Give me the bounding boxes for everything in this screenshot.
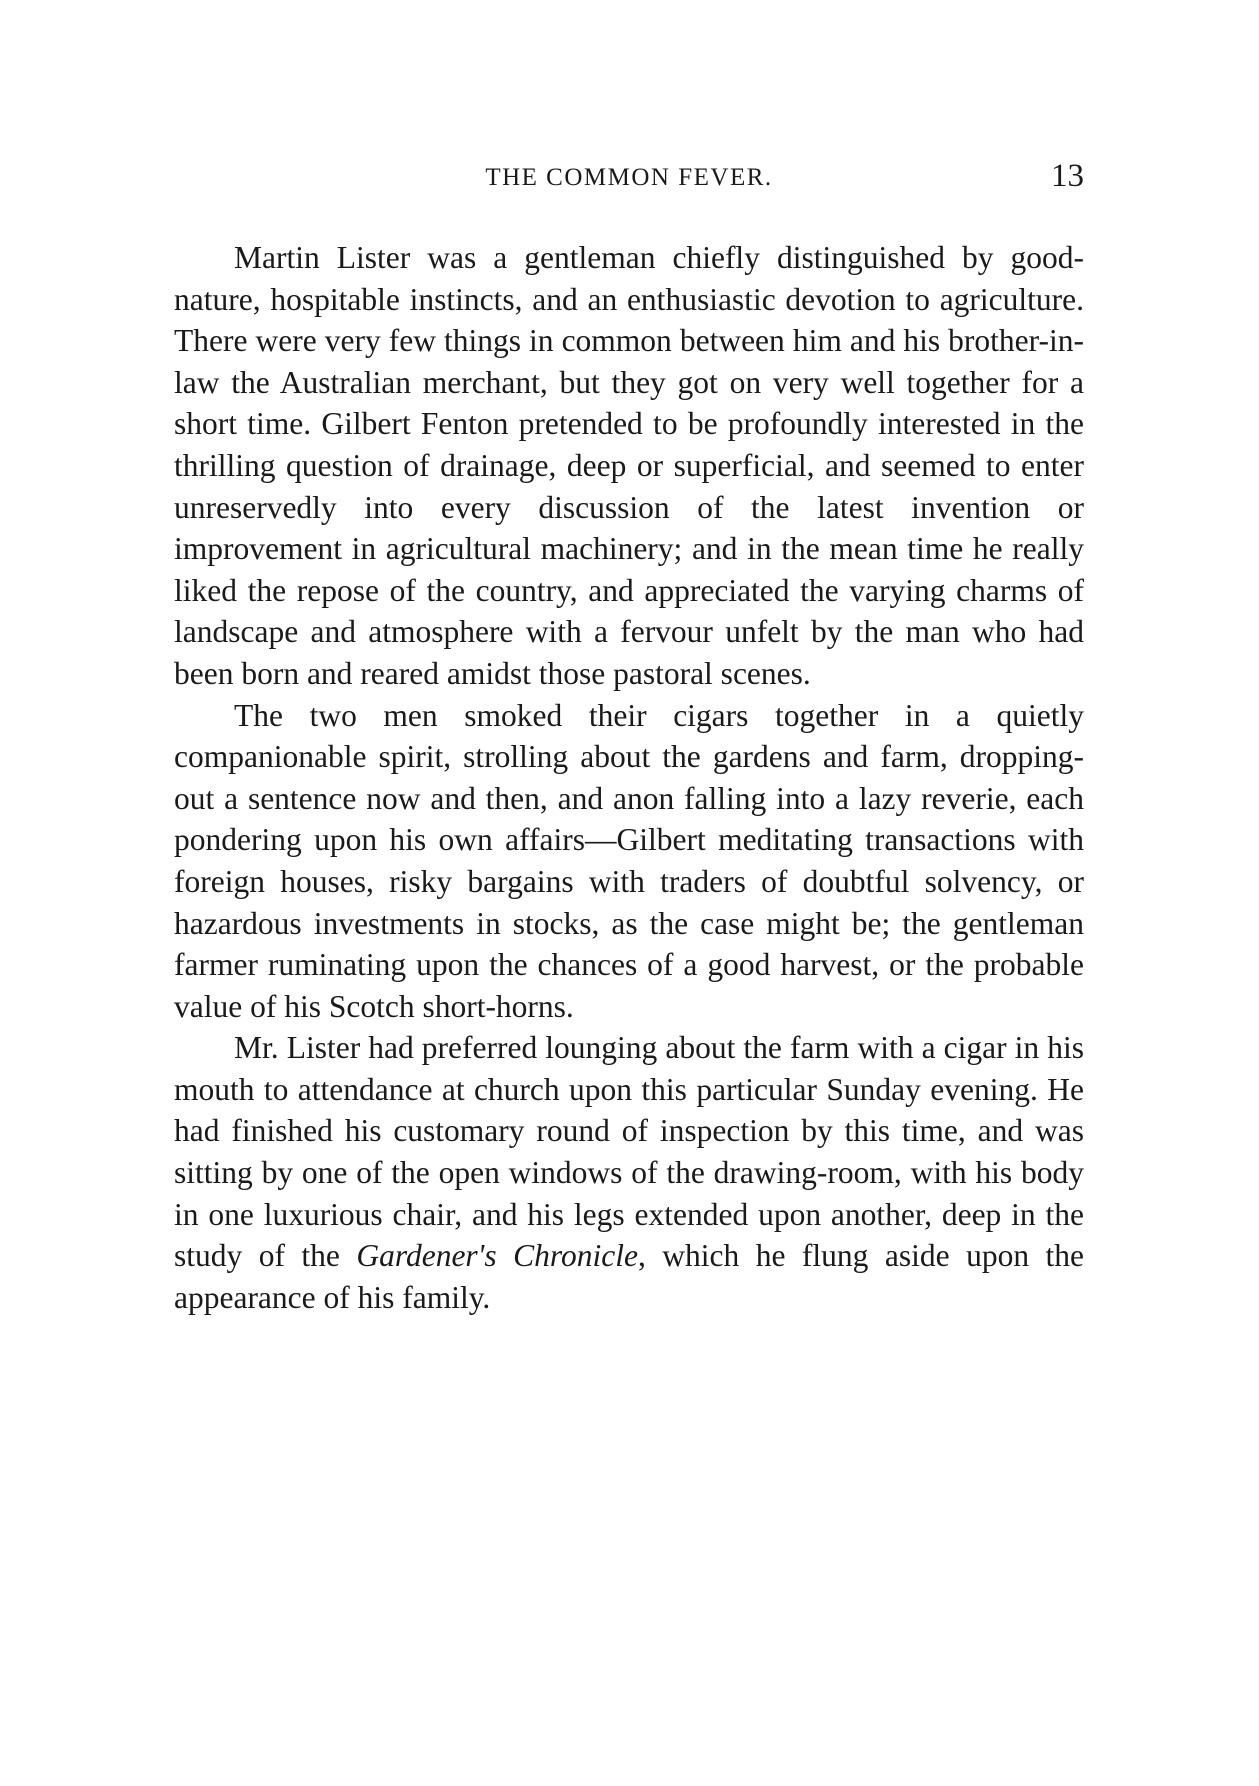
paragraph-3-italic-title: Gardener's Chronicle (356, 1238, 638, 1274)
body-text (174, 237, 1084, 1318)
running-head (174, 158, 1084, 202)
paragraph-2: The two men smoked their cigars together in a quietly companionable spirit, strolling about the gardens and farm, dropping-out a sentence now and then, and anon falling into a lazy reverie, each pondering upon his own affairs—Gilbert meditating transactions with foreign houses, risky bargains with traders of doubtful solvency, or hazardous investments in stocks, as the case might be; the gentleman farmer ruminating upon the chances of a good harvest, or the probable value of his Scotch short-horns. (174, 697, 1084, 1024)
running-title: THE COMMON FEVER. (485, 164, 773, 191)
paragraph-3-text-after: , which he flung aside upon the appearance of his family. (174, 1238, 1085, 1315)
paragraph-3-text-before: Mr. Lister had preferred lounging about the farm with a cigar in his mouth to attendance at church upon this particular Sunday evening. He had finished his customary round of inspection by this time, and was sitting by one of the open windows of the drawing-room, with his body in one luxurious chair, and his legs extended upon another, deep in the study of the (174, 1030, 1084, 1274)
paragraph-1: Martin Lister was a gentleman chiefly distinguished by good-nature, hospitable instincts, and an enthusiastic devotion to agriculture. There were very few things in common between him and his brother-in-law the Australian merchant, but they got on very well together for a short time. Gilbert Fenton pretended to be profoundly interested in the thrilling question of drainage, deep or superficial, and seemed to enter unreservedly into every discussion of the latest invention or improvement in agricultural machinery; and in the mean time he really liked the repose of the country, and appreciated the varying charms of landscape and atmosphere with a fervour unfelt by the man who had been born and reared amidst those pastoral scenes. (174, 240, 1084, 691)
paragraph-3 (174, 1027, 1084, 1318)
page-number: 13 (1051, 158, 1084, 194)
